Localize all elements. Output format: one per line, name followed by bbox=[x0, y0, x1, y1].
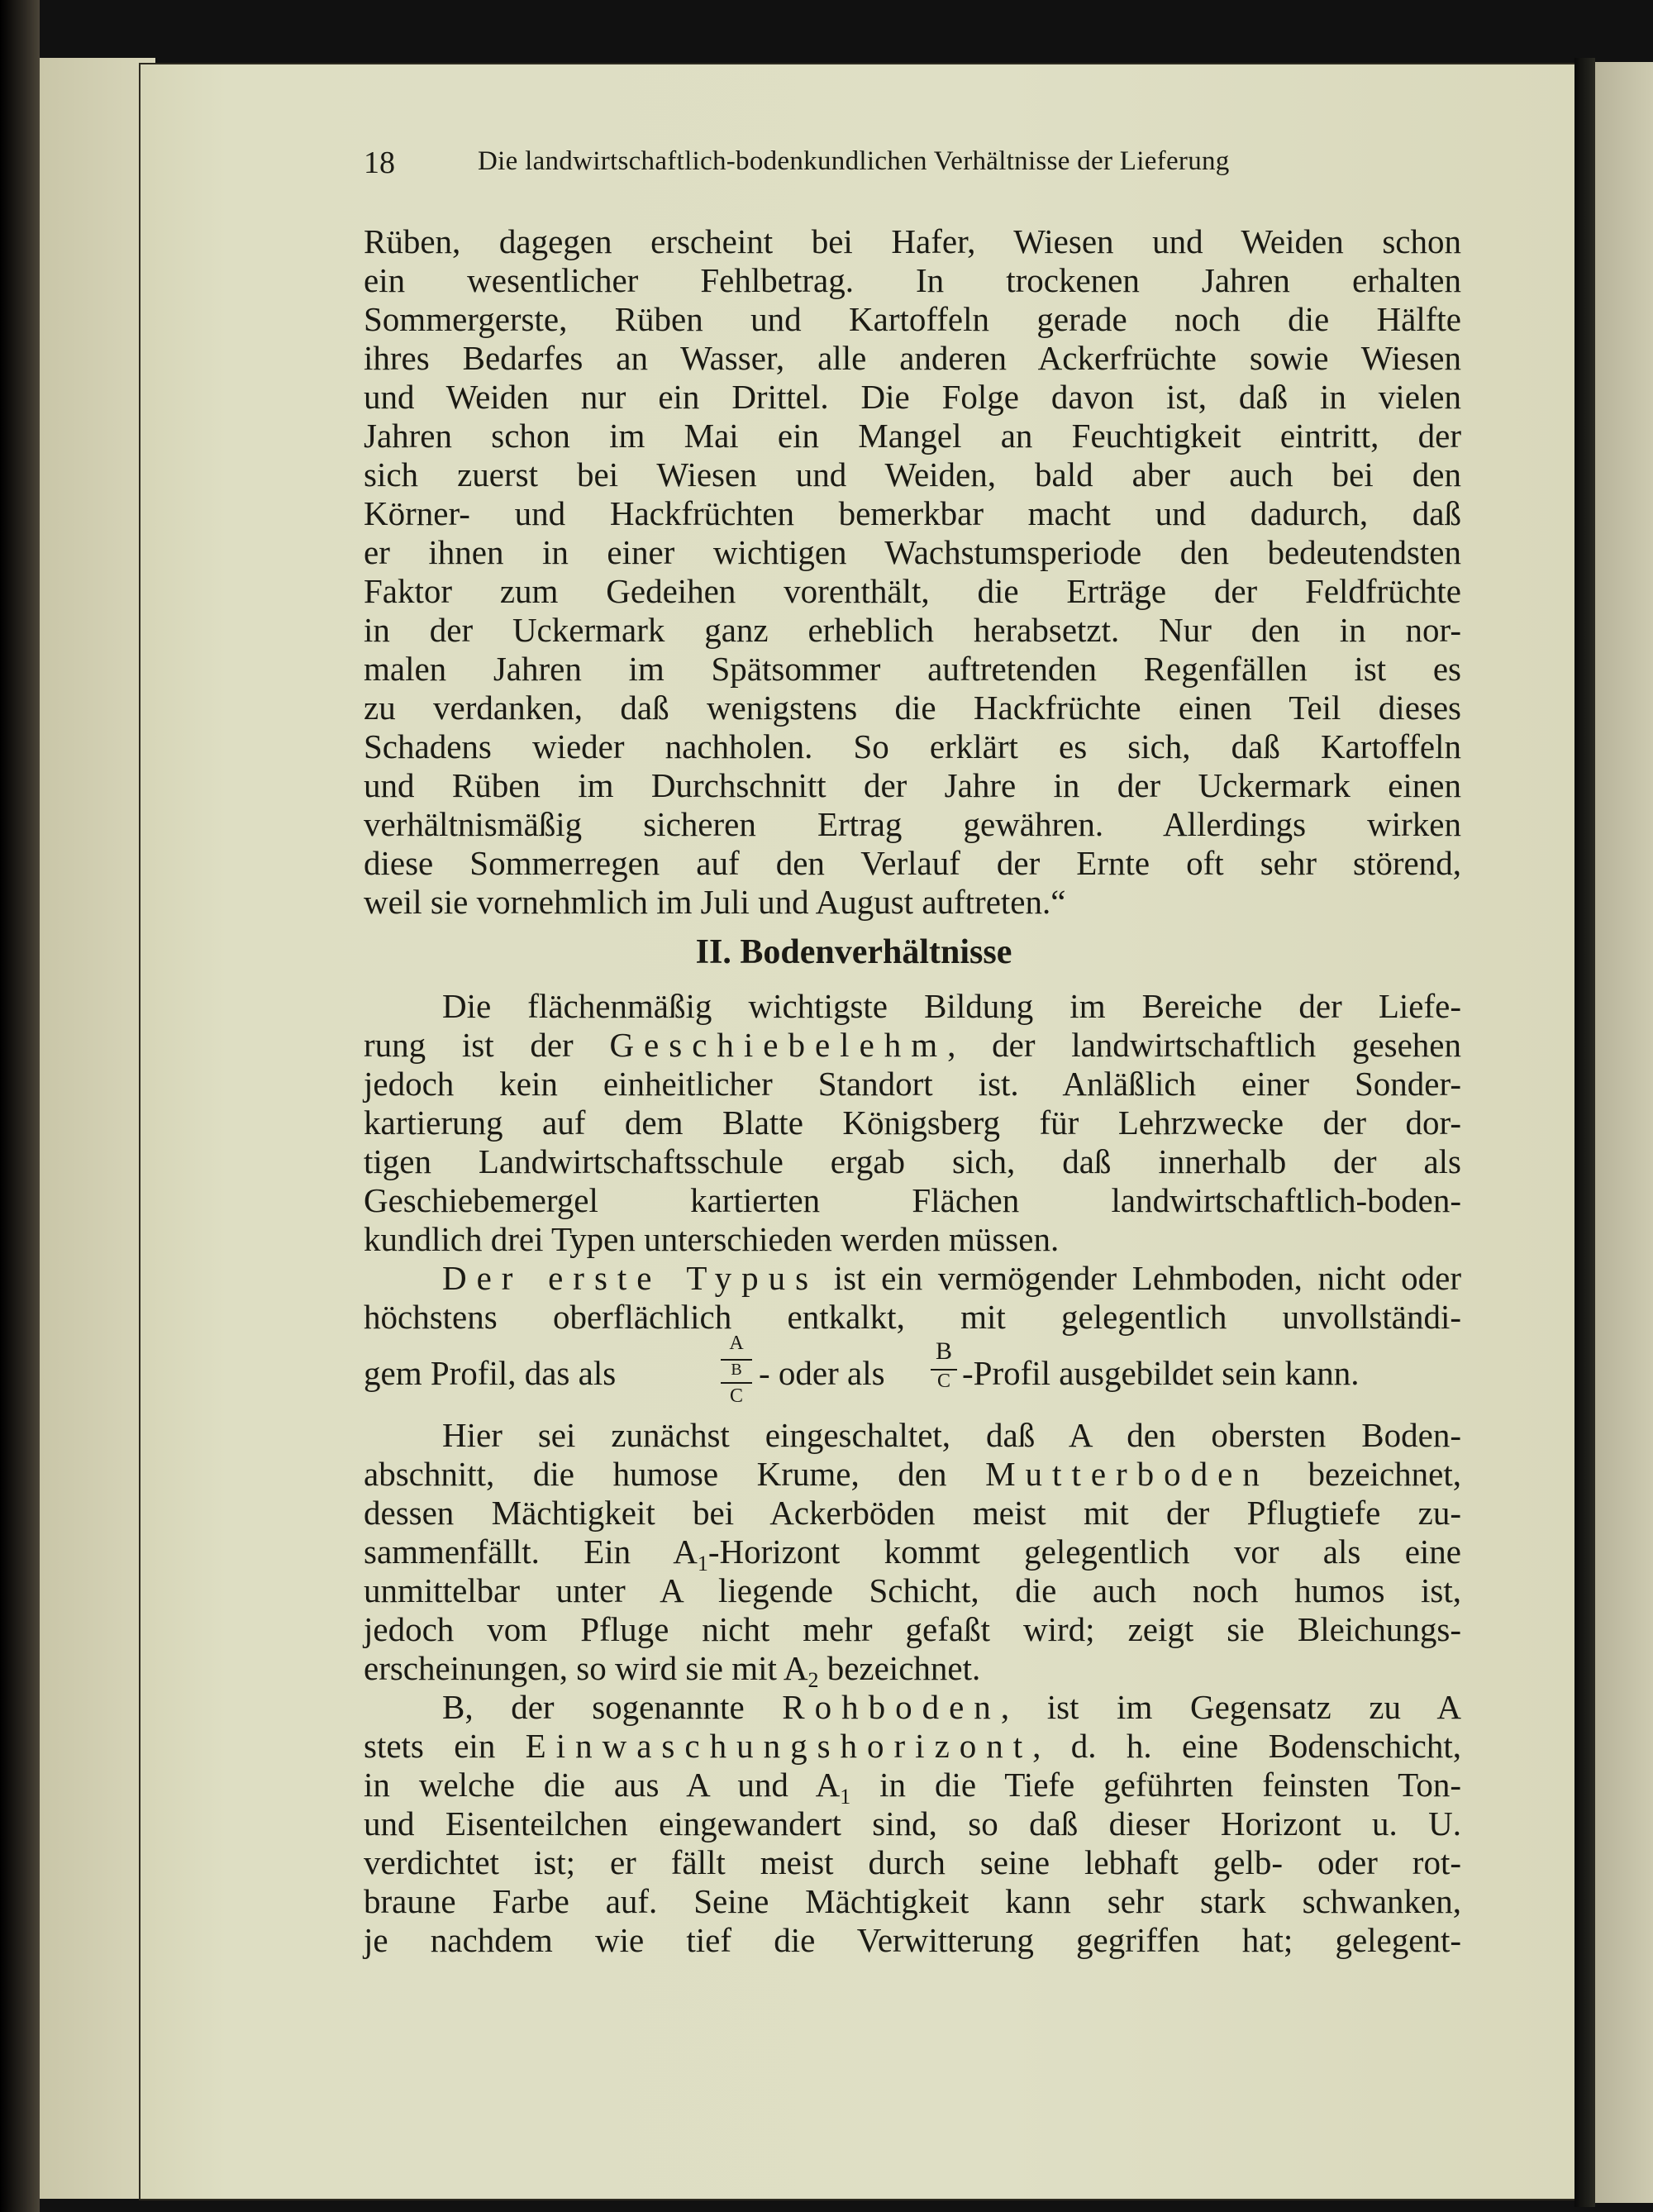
text-line: braune Farbe auf. Seine Mächtigkeit kann sehr stark schwanken, bbox=[364, 1882, 1461, 1920]
text-line: Jahren schon im Mai ein Mangel an Feuchtigkeit eintritt, der bbox=[364, 417, 1461, 455]
text-line: Geschiebemergel kartierten Flächen landwirtschaftlich-boden- bbox=[364, 1181, 1461, 1219]
text-line: ein wesentlicher Fehlbetrag. In trockenen Jahren erhalten bbox=[364, 261, 1461, 299]
text-line: dessen Mächtigkeit bei Ackerböden meist mit der Pflugtiefe zu- bbox=[364, 1494, 1461, 1532]
formula-line-start: gem Profil, das als bbox=[364, 1354, 617, 1392]
formula-line-mid: - oder als bbox=[759, 1354, 885, 1392]
page-number: 18 bbox=[364, 145, 395, 180]
spaced-term: Mutterboden bbox=[985, 1455, 1270, 1493]
text-line: Sommergerste, Rüben und Kartoffeln gerade noch die Hälfte bbox=[364, 300, 1461, 338]
running-title: Die landwirtschaftlich-bodenkundlichen Verhältnisse der Lieferung bbox=[478, 146, 1230, 176]
fraction-denominator: C bbox=[729, 1385, 743, 1407]
spaced-term: Rohboden bbox=[782, 1688, 1001, 1726]
fraction-middle: B bbox=[731, 1361, 742, 1379]
text-line: in der Uckermark ganz erheblich herabsetzt. Nur den in nor- bbox=[364, 611, 1461, 649]
text-line: Schadens wieder nachholen. So erklärt es sich, daß Kartoffeln bbox=[364, 727, 1461, 765]
text-line: in welche die aus A und $A_1$ in die Tiefe geführten feinsten Ton- bbox=[364, 1766, 1461, 1809]
text-line: unmittelbar unter A liegende Schicht, die auch noch humos ist, bbox=[364, 1571, 1461, 1609]
previous-leaf-edge bbox=[40, 58, 155, 2199]
text-line: Rüben, dagegen erscheint bei Hafer, Wiesen und Weiden schon bbox=[364, 222, 1461, 260]
text-line: kundlich drei Typen unterschieden werden müssen. bbox=[364, 1220, 1060, 1258]
page-header bbox=[364, 145, 1397, 186]
text-line: abschnitt, die humose Krume, den Mutterboden bezeichnet, bbox=[364, 1455, 1461, 1493]
text-line: verdichtet ist; er fällt meist durch seine lebhaft gelb- oder rot- bbox=[364, 1843, 1461, 1881]
text-line: erscheinungen, so wird sie mit $A_2$ bezeichnet. bbox=[364, 1649, 981, 1693]
fraction-bar bbox=[721, 1382, 752, 1384]
spaced-term: Einwaschungshorizont bbox=[525, 1727, 1033, 1765]
text-line: diese Sommerregen auf den Verlauf der Ernte oft sehr störend, bbox=[364, 844, 1461, 882]
text-line: B, der sogenannte Rohboden, ist im Gegensatz zu A bbox=[442, 1688, 1461, 1726]
text-line: Körner- und Hackfrüchten bemerkbar macht und dadurch, daß bbox=[364, 494, 1461, 532]
text-line: höchstens oberflächlich entkalkt, mit gelegentlich unvollständi- bbox=[364, 1298, 1461, 1336]
text-line: Faktor zum Gedeihen vorenthält, die Erträge der Feldfrüchte bbox=[364, 572, 1461, 610]
text-line: je nachdem wie tief die Verwitterung gegriffen hat; gelegent- bbox=[364, 1921, 1461, 1959]
section-heading: II. Bodenverhältnisse bbox=[695, 933, 1012, 971]
book-binding bbox=[0, 0, 40, 2212]
text-line: weil sie vornehmlich im Juli und August auftreten.“ bbox=[364, 883, 1066, 921]
text-line: er ihnen in einer wichtigen Wachstumsperiode den bedeutendsten bbox=[364, 533, 1461, 571]
next-leaf-edge bbox=[1595, 62, 1653, 2203]
text-line: verhältnismäßig sicheren Ertrag gewähren. Allerdings wirken bbox=[364, 805, 1461, 843]
text-line: jedoch kein einheitlicher Standort ist. Anläßlich einer Sonder- bbox=[364, 1065, 1461, 1103]
text-line: Der erste Typus ist ein vermögender Lehmboden, nicht oder bbox=[442, 1259, 1461, 1297]
text-line: jedoch vom Pfluge nicht mehr gefaßt wird; zeigt sie Bleichungs- bbox=[364, 1610, 1461, 1648]
text-line: zu verdanken, daß wenigstens die Hackfrüchte einen Teil dieses bbox=[364, 689, 1461, 727]
text-line: und Weiden nur ein Drittel. Die Folge davon ist, daß in vielen bbox=[364, 378, 1461, 416]
fraction-numerator: B bbox=[935, 1337, 952, 1365]
page-gutter bbox=[1574, 58, 1595, 2207]
text-line: tigen Landwirtschaftsschule ergab sich, daß innerhalb der als bbox=[364, 1142, 1461, 1180]
fraction-denominator: C bbox=[936, 1371, 950, 1392]
text-line: stets ein Einwaschungshorizont, d. h. eine Bodenschicht, bbox=[364, 1727, 1461, 1765]
text-line: Die flächenmäßig wichtigste Bildung im Bereiche der Liefe- bbox=[442, 987, 1461, 1025]
text-line: malen Jahren im Spätsommer auftretenden Regenfällen ist es bbox=[364, 650, 1461, 688]
spaced-term: Der erste Typus bbox=[442, 1259, 819, 1297]
text-line: Hier sei zunächst eingeschaltet, daß A den obersten Boden- bbox=[442, 1416, 1461, 1454]
text-line: und Eisenteilchen eingewandert sind, so daß dieser Horizont u. U. bbox=[364, 1804, 1461, 1843]
text-line: sich zuerst bei Wiesen und Weiden, bald aber auch bei den bbox=[364, 455, 1461, 493]
text-line: rung ist der Geschiebelehm, der landwirtschaftlich gesehen bbox=[364, 1026, 1462, 1064]
text-line: und Rüben im Durchschnitt der Jahre in der Uckermark einen bbox=[364, 766, 1461, 804]
formula-line-end: -Profil ausgebildet sein kann. bbox=[962, 1354, 1360, 1392]
text-line: kartierung auf dem Blatte Königsberg für Lehrzwecke der dor- bbox=[364, 1104, 1461, 1142]
fraction-numerator: A bbox=[729, 1332, 744, 1354]
text-line: sammenfällt. Ein $A_1$-Horizont kommt gelegentlich vor als eine bbox=[364, 1533, 1461, 1576]
spaced-term: Geschiebelehm bbox=[609, 1026, 948, 1064]
text-line: ihres Bedarfes an Wasser, alle anderen Ackerfrüchte sowie Wiesen bbox=[364, 339, 1461, 377]
